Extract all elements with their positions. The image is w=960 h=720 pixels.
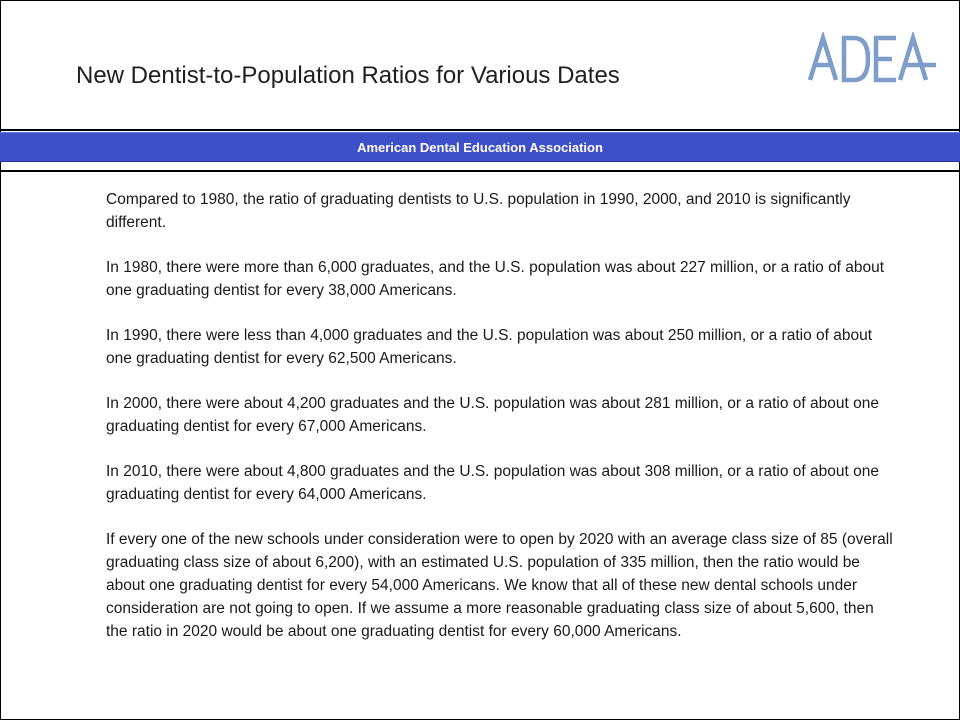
paragraph-1990: In 1990, there were less than 4,000 graduates and the U.S. population was about 250 million, or a ratio of about one graduating dentist for every 62,500 Americans. <box>106 327 873 367</box>
paragraph-1980: In 1980, there were more than 6,000 graduates, and the U.S. population was about 227 million, or a ratio of about one graduating dentist for every 38,000 Americans. <box>106 259 885 299</box>
association-banner <box>0 132 960 162</box>
adea-logo <box>806 32 938 84</box>
slide-title: New Dentist-to-Population Ratios for Various Dates <box>76 62 620 89</box>
bottom-rule <box>0 170 960 172</box>
paragraph-2020: If every one of the new schools under consideration were to open by 2020 with an average class size of 85 (overall graduating class size of about 6,200), with an estimated U.S. population of 335 million, then the ratio would be about one graduating dentist for every 54,000 Americans. We know that all of these new dental schools under consideration are not going to open. If we assume a more reasonable graduating class size of about 5,600, then the ratio in 2020 would be about one graduating dentist for every 60,000 Americans. <box>106 531 893 640</box>
paragraph-intro: Compared to 1980, the ratio of graduating dentists to U.S. population in 1990, 2000, and 2010 is significantly different. <box>106 191 851 231</box>
paragraph-2000: In 2000, there were about 4,200 graduates and the U.S. population was about 281 million, or a ratio of about one graduating dentist for every 67,000 Americans. <box>106 395 879 435</box>
body-text <box>106 188 896 665</box>
banner-text: American Dental Education Association <box>357 140 603 155</box>
top-rule <box>0 129 960 131</box>
paragraph-2010: In 2010, there were about 4,800 graduates and the U.S. population was about 308 million, or a ratio of about one graduating dentist for every 64,000 Americans. <box>106 463 879 503</box>
